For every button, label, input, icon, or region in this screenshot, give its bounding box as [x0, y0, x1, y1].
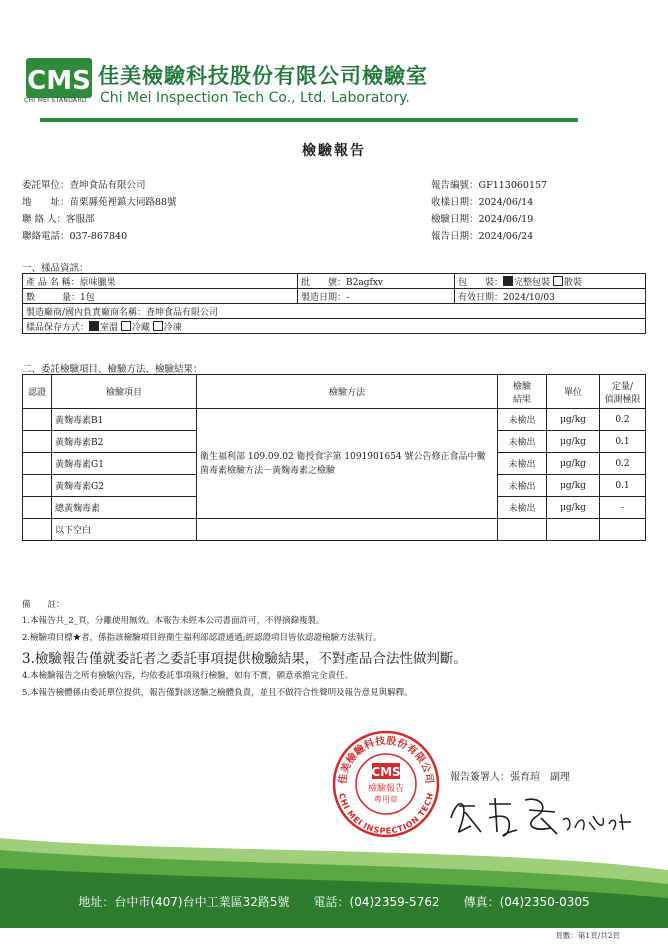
- page-title: 檢驗報告: [302, 143, 366, 159]
- client-contact-row: [22, 211, 95, 225]
- test-limit: -: [600, 497, 646, 519]
- maker-name: 查坤食品有限公司: [146, 307, 219, 318]
- batch-no: B2agfxv: [346, 277, 383, 288]
- storage-label: 樣品保存方式：: [26, 322, 90, 333]
- package-loose-checkbox: [553, 276, 563, 286]
- report-date: 2024/06/24: [478, 231, 534, 242]
- test-unit: μg/kg: [547, 431, 600, 453]
- logo-subtitle: CHI MEI STANDARD: [24, 97, 87, 104]
- note-3: 3.檢驗報告僅就委託者之委託事項提供檢驗結果，不對產品合法性做判斷。: [22, 651, 467, 667]
- footer-fax: 傳真：(04)2350-0305: [463, 895, 590, 909]
- test-result: 未檢出: [498, 475, 547, 497]
- report-date-row: [431, 228, 533, 242]
- batch-cell: [298, 274, 455, 289]
- col-item: 檢驗項目: [52, 375, 197, 409]
- package-intact-checkbox: [503, 276, 513, 286]
- received-date-row: [431, 194, 533, 208]
- package-loose-label: 散裝: [563, 277, 582, 288]
- test-date-row: [431, 211, 533, 225]
- storage-room-label: 室溫: [100, 322, 119, 333]
- stamp-center-line1: 檢驗報告: [367, 784, 405, 794]
- stamp-logo: CMS: [371, 765, 401, 779]
- footer-address: 地址：台中市(407)台中工業區32路5號: [78, 895, 290, 909]
- report-no-label: 報告編號：: [431, 180, 479, 191]
- test-result: 未檢出: [498, 453, 547, 475]
- company-name-cn: 佳美檢驗科技股份有限公司檢驗室: [98, 64, 428, 88]
- product-label: 產 品 名 稱：: [26, 277, 80, 288]
- report-no: GF113060157: [478, 180, 548, 191]
- sample-info-table: [22, 273, 646, 334]
- quantity-cell: [23, 289, 298, 304]
- note-5: 5.本報告檢體係由委託單位提供，報告僅對該送驗之檢體負責，並且不做符合性聲明及報告意見與解釋。: [22, 688, 413, 698]
- stamp-ring-bottom: CHI MEI INSPECTION TECH: [337, 792, 436, 836]
- client-address: 苗栗縣苑裡鎮大同路88號: [69, 197, 177, 208]
- sample-section-heading: 一、樣品資訊：: [22, 263, 89, 274]
- quantity: 1包: [80, 292, 95, 303]
- test-unit: μg/kg: [547, 409, 600, 431]
- report-no-row: [431, 177, 547, 191]
- test-item: 黃麴毒素B1: [52, 409, 197, 431]
- client-phone-label: 聯絡電話：: [22, 231, 70, 242]
- footer-contact: [0, 893, 668, 910]
- storage-fridge-checkbox: [121, 321, 131, 331]
- report-date-label: 報告日期：: [431, 231, 479, 242]
- maker-label: 製造廠商/國內負責廠商名稱：: [26, 307, 147, 318]
- test-limit: 0.2: [600, 409, 646, 431]
- package-cell: [455, 274, 646, 289]
- exp-date-cell: [455, 289, 646, 304]
- client-unit-label: 委託單位：: [22, 180, 70, 191]
- exp-date-label: 有效日期：: [458, 292, 504, 303]
- signer-name: 張育瑄: [510, 772, 540, 783]
- test-result: 未檢出: [498, 497, 547, 519]
- exp-date: 2024/10/03: [503, 292, 555, 303]
- client-phone: 037-867840: [69, 231, 128, 242]
- test-results-table: [22, 374, 646, 541]
- test-item: 黃麴毒素B2: [52, 431, 197, 453]
- storage-room-checkbox: [89, 321, 99, 331]
- test-limit: 0.1: [600, 475, 646, 497]
- product-name: 原味臘果: [79, 277, 116, 288]
- storage-frozen-checkbox: [153, 321, 163, 331]
- package-intact-label: 完整包裝: [514, 277, 551, 288]
- test-date-label: 檢驗日期：: [431, 214, 479, 225]
- stamp-ring-top: 佳美檢驗科技股份有限公司: [337, 735, 435, 785]
- test-item: 總黃麴毒素: [52, 497, 197, 519]
- page-number: 頁數：第1頁/共2頁: [555, 931, 620, 940]
- note-1: 1.本報告共_2_頁，分離使用無效。本報告未經本公司書面許可，不得摘錄複製。: [22, 616, 325, 626]
- client-phone-row: [22, 228, 127, 242]
- footer-phone: 電話：(04)2359-5762: [313, 895, 440, 909]
- client-contact: 客服部: [66, 214, 95, 225]
- report-seal-stamp: [332, 730, 440, 838]
- note-2: 2.檢驗項目標★者，係指該檢驗項目經衛生福利部認證通過;經認證項目皆依認證檢驗方法執行。: [22, 633, 382, 643]
- test-limit: 0.2: [600, 453, 646, 475]
- client-contact-label: 聯 絡 人：: [22, 214, 67, 225]
- client-unit: 查坤食品有限公司: [69, 180, 146, 191]
- received-date-label: 收樣日期：: [431, 197, 479, 208]
- footer-band: [0, 828, 668, 928]
- test-limit: 0.1: [600, 431, 646, 453]
- mfg-date: -: [346, 292, 350, 303]
- product-cell: [23, 274, 298, 289]
- table-row-blank: [23, 519, 646, 541]
- batch-label: 批 號：: [301, 277, 347, 288]
- test-section-heading: 二、委託檢驗項目、檢驗方法、檢驗結果：: [22, 364, 203, 375]
- test-item: 黃麴毒素G1: [52, 453, 197, 475]
- test-date: 2024/06/19: [478, 214, 534, 225]
- col-limit: 定量/ 偵測極限: [600, 375, 646, 409]
- test-unit: μg/kg: [547, 475, 600, 497]
- mfg-date-cell: [298, 289, 455, 304]
- header-divider: [40, 118, 578, 122]
- test-unit: μg/kg: [547, 453, 600, 475]
- client-address-label: 地 址：: [22, 197, 70, 208]
- test-method: 衛生福利部 109.09.02 衛授食字第 1091901654 號公告修正食品中黴 菌毒素檢驗方法－黃麴毒素之檢驗: [197, 409, 498, 519]
- blank-row-label: 以下空白: [52, 519, 197, 541]
- stamp-center-line2: 專用章: [374, 795, 398, 804]
- table-row: [23, 409, 646, 431]
- col-cert: 認證: [23, 375, 52, 409]
- client-unit-row: [22, 177, 146, 191]
- test-item: 黃麴毒素G2: [52, 475, 197, 497]
- col-unit: 單位: [547, 375, 600, 409]
- logo-text: CMS: [27, 66, 91, 96]
- package-label: 包 裝：: [458, 277, 504, 288]
- mfg-date-label: 製造日期：: [301, 292, 347, 303]
- test-result: 未檢出: [498, 409, 547, 431]
- test-result: 未檢出: [498, 431, 547, 453]
- company-name-en: Chi Mei Inspection Tech Co., Ltd. Laboratory.: [100, 90, 410, 106]
- col-method: 檢驗方法: [197, 375, 498, 409]
- note-4: 4.本檢驗報告之所有檢驗內容，均依委託事項執行檢驗，如有不實，願意承擔完全責任。: [22, 671, 354, 681]
- client-address-row: [22, 194, 177, 208]
- notes-heading: 備 註：: [22, 600, 65, 610]
- signer-title: 副理: [550, 772, 570, 783]
- signer-label: 報告簽署人：: [450, 772, 510, 783]
- maker-cell: [23, 304, 646, 319]
- signer-line: [450, 768, 570, 783]
- storage-cell: [23, 319, 646, 334]
- storage-frozen-label: 冷凍: [163, 322, 182, 333]
- storage-fridge-label: 冷藏: [131, 322, 150, 333]
- received-date: 2024/06/14: [478, 197, 534, 208]
- quantity-label: 數 量：: [26, 292, 81, 303]
- col-result: 檢驗 結果: [498, 375, 547, 409]
- test-unit: μg/kg: [547, 497, 600, 519]
